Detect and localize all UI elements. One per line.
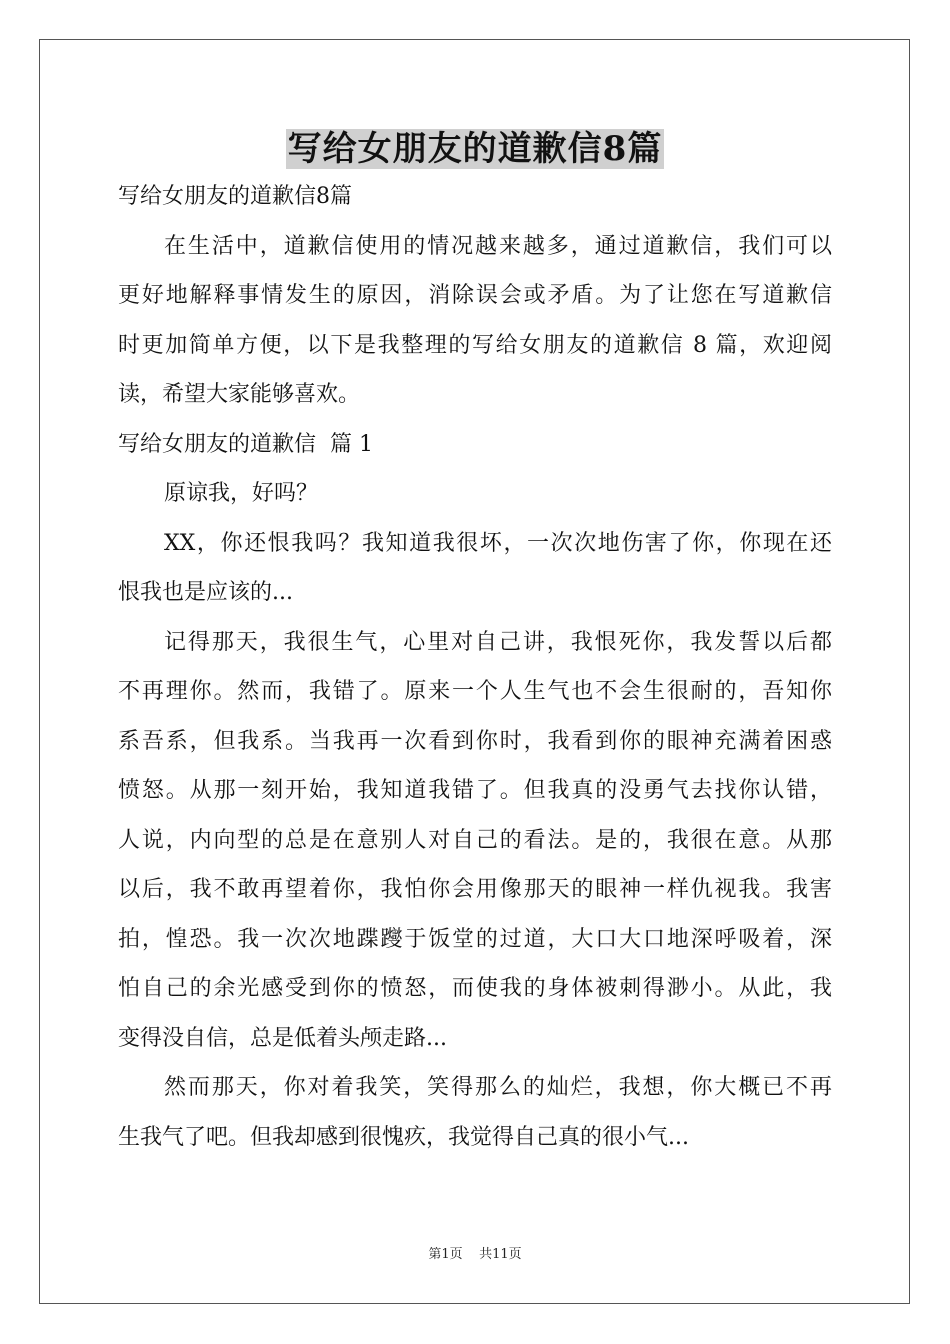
paragraph-line: 怕自己的余光感受到你的愤怒，而使我的身体被刺得渺小。从此，我	[118, 976, 832, 1001]
paragraph-line: 记得那天，我很生气，心里对自己讲，我恨死你，我发誓以后都	[164, 629, 832, 655]
paragraph-line: 读，希望大家能够喜欢。	[118, 382, 361, 407]
document-title	[0, 124, 950, 174]
paragraph-line: 在生活中，道歉信使用的情况越来越多，通过道歉信，我们可以	[164, 233, 832, 259]
paragraph-line: 生我气了吧。但我却感到很愧疚，我觉得自己真的很小气...	[118, 1124, 689, 1150]
paragraph-line: 变得没自信，总是低着头颅走路...	[118, 1025, 447, 1051]
paragraph-line: 时更加简单方便，以下是我整理的写给女朋友的道歉信 8 篇，欢迎阅	[118, 332, 832, 358]
paragraph-line: 以后，我不敢再望着你，我怕你会用像那天的眼神一样仇视我。我害	[118, 877, 832, 902]
document-body	[118, 172, 832, 1162]
document-title-text: 写给女朋友的道歉信8篇	[287, 129, 663, 169]
section-heading: 写给女朋友的道歉信 篇 1	[118, 431, 373, 457]
paragraph-line: 愤怒。从那一刻开始，我知道我错了。但我真的没勇气去找你认错，	[118, 778, 832, 803]
paragraph-line: 系吾系，但我系。当我再一次看到你时，我看到你的眼神充满着困惑	[118, 728, 832, 754]
paragraph-line: 不再理你。然而，我错了。原来一个人生气也不会生很耐的，吾知你	[118, 679, 832, 704]
paragraph-line: 更好地解释事情发生的原因，消除误会或矛盾。为了让您在写道歉信	[118, 283, 832, 308]
paragraph-line: 拍，惶恐。我一次次地蹀躞于饭堂的过道，大口大口地深呼吸着，深	[118, 926, 832, 952]
page-number-label: 第1页 共11页	[428, 1247, 522, 1262]
paragraph-line: 然而那天，你对着我笑，笑得那么的灿烂，我想，你大概已不再	[164, 1075, 832, 1100]
page-footer	[0, 1247, 950, 1263]
paragraph-line: 原谅我，好吗？	[164, 481, 319, 506]
paragraph-line: XX，你还恨我吗？我知道我很坏，一次次地伤害了你，你现在还	[164, 530, 832, 556]
paragraph-line: 恨我也是应该的...	[118, 580, 293, 605]
paragraph-line: 人说，内向型的总是在意别人对自己的看法。是的，我很在意。从那	[118, 827, 832, 853]
subtitle-line: 写给女朋友的道歉信8篇	[118, 184, 352, 209]
